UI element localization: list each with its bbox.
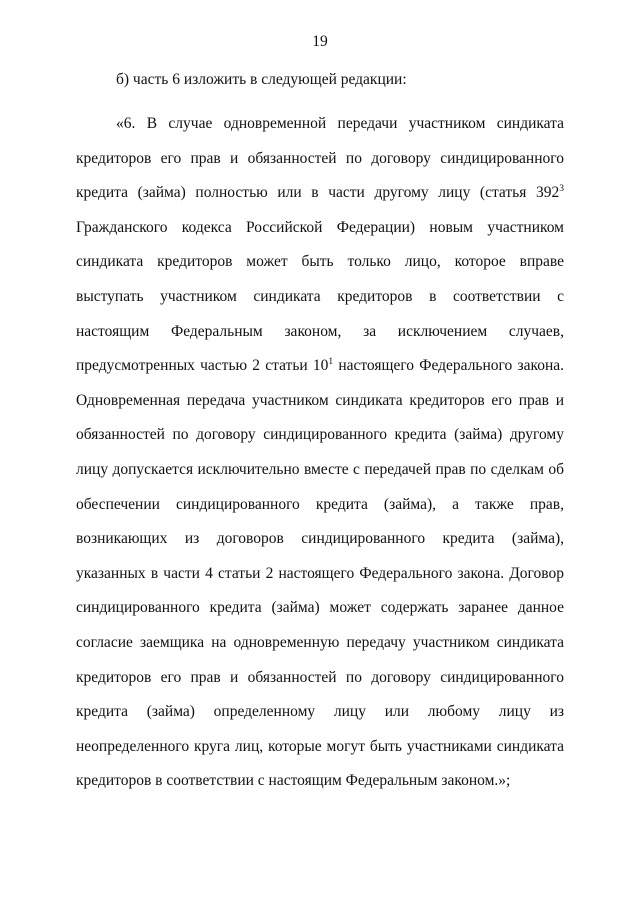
- amendment-text-part2: Гражданского кодекса Российской Федерации) новым участником синдиката кредиторов может быть только лицо, которое вправе выступать участником синдиката кредиторов в соответствии с настоящим Федеральным законом, за исключением случаев, предусмотренных частью 2 статьи 10: [76, 218, 564, 375]
- amendment-paragraph: [76, 107, 564, 799]
- amendment-text-part3: настоящего Федерального закона. Одновременная передача участником синдиката кредиторов его прав и обязанностей по договору синдицированного кредита (займа) другому лицу допускается исключительно вместе с передачей прав по сделкам об обеспечении синдицированного кредита (займа), а также прав, возникающих из договоров синдицированного кредита (займа), указанных в части 4 статьи 2 настоящего Федерального закона. Договор синдицированного кредита (займа) может содержать заранее данное согласие заемщика на одновременную передачу участником синдиката кредиторов его прав и обязанностей по договору синдицированного кредита (займа) определенному лицу или любому лицу из неопределенного круга лиц, которые могут быть участниками синдиката кредиторов в соответствии с настоящим Федеральным законом.»;: [76, 357, 564, 790]
- page-number: 19: [312, 33, 328, 50]
- article-superscript-3: 3: [559, 184, 564, 195]
- amendment-text-part1: «6. В случае одновременной передачи участником синдиката кредиторов его прав и обязанностей по договору синдицированного кредита (займа) полностью или в части другому лицу (статья 392: [76, 115, 564, 202]
- amendment-intro: б) часть 6 изложить в следующей редакции:: [116, 71, 407, 88]
- article-superscript-1: 1: [328, 357, 334, 368]
